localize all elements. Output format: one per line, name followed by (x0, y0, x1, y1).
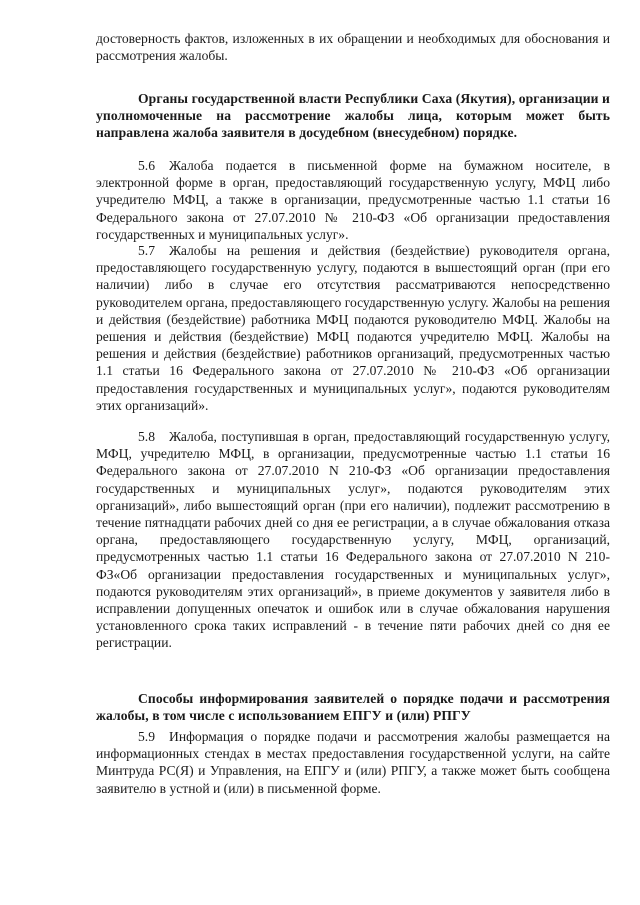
paragraph-5-7 (96, 242, 610, 414)
paragraph-text: Жалоба подается в письменной форме на бумажном носителе, в электронной форме в орган, предоставляющий государственную услугу, МФЦ либо учредителю МФЦ, а также в организации, предусмотренные частью 1.1 статьи 16 Федерального закона от 27.07.2010 № 210-ФЗ «Об организации предоставления государственных и муниципальных услуг». (96, 158, 610, 242)
paragraph-text: Информация о порядке подачи и рассмотрения жалобы размещается на информационных стендах в местах предоставления государственной услуги, на сайте Минтруда РС(Я) и Управления, на ЕПГУ и (или) РПГУ, а также может быть сообщена заявителю в устной и (или) в письменной форме. (96, 729, 610, 796)
intro-paragraph: достоверность фактов, изложенных в их обращении и необходимых для обоснования и рассмотрения жалобы. (96, 31, 610, 64)
paragraph-number: 5.8 (138, 429, 155, 444)
paragraph-text: Жалобы на решения и действия (бездействие) руководителя органа, предоставляющего государственную услугу, подаются в вышестоящий орган (при его наличии) либо в случае его отсутствия рассматриваются непосредственно руководителем органа, предоставляющего государственную услугу. Жалобы на решения и действия (бездействие) работника МФЦ подаются руководителю МФЦ. Жалобы на решения и действия (бездействие) МФЦ подаются учредителю МФЦ. Жалобы на решения и действия (бездействие) работников организаций, предусмотренных частью 1.1 статьи 16 Федерального закона от 27.07.2010 № 210-ФЗ «Об организации предоставления государственных и муниципальных услуг», подаются руководителям этих организаций». (96, 243, 610, 413)
paragraph-number: 5.7 (138, 243, 155, 258)
section-heading-authorities: Органы государственной власти Республики Саха (Якутия), организации и уполномоченные на рассмотрение жалобы лица, которым может быть направлена жалоба заявителя в досудебном (внесудебном) порядке. (96, 91, 610, 141)
paragraph-number: 5.9 (138, 729, 155, 744)
paragraph-text: Жалоба, поступившая в орган, предоставляющий государственную услугу, МФЦ, учредителю МФЦ, в организации, предусмотренные частью 1.1 статьи 16 Федерального закона от 27.07.2010 N 210-ФЗ «Об организации предоставления государственных и муниципальных услуг», подаются руководителям этих организаций», либо вышестоящий орган (при его наличии), подлежит рассмотрению в течение пятнадцати рабочих дней со дня ее регистрации, а в случае обжалования отказа органа, предоставляющего государственную услугу, МФЦ, организаций, предусмотренных частью 1.1 статьи 16 Федерального закона от 27.07.2010 N 210-ФЗ«Об организации предоставления государственных и муниципальных услуг», подаются руководителям этих организаций», в приеме документов у заявителя либо в исправлении допущенных опечаток и ошибок или в случае обжалования нарушения установленного срока таких исправлений - в течение пяти рабочих дней со дня ее регистрации. (96, 429, 610, 651)
section-heading-information-methods: Способы информирования заявителей о порядке подачи и рассмотрения жалобы, в том числе с использованием ЕПГУ и (или) РПГУ (96, 691, 610, 724)
paragraph-number: 5.6 (138, 158, 155, 173)
paragraph-5-8 (96, 428, 610, 652)
paragraph-5-9 (96, 728, 610, 797)
paragraph-5-6 (96, 157, 610, 243)
